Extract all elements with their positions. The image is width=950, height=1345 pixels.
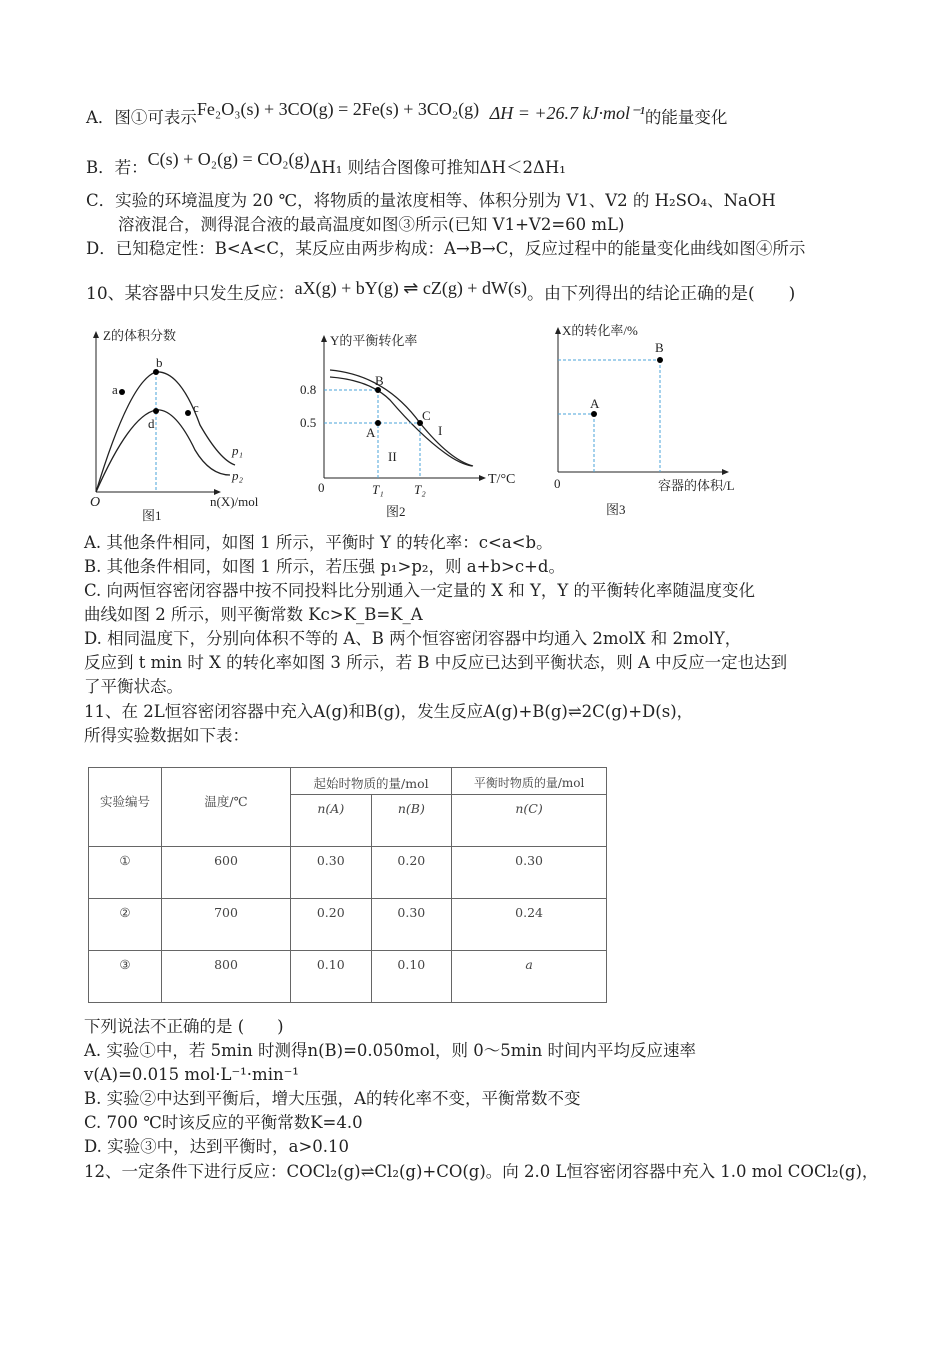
origin-label: 0 [554, 476, 561, 491]
table-row [89, 847, 607, 899]
point-label: a [112, 382, 118, 397]
table-cell: 0.10 [291, 951, 372, 1003]
curve-label: I [438, 423, 443, 438]
q11-option-c: C. 700 ℃时该反应的平衡常数K=4.0 [84, 1113, 363, 1132]
q11-option-d: D. 实验③中，达到平衡时，a>0.10 [84, 1137, 350, 1156]
text: B．若： [86, 158, 148, 177]
text: 。由下列得出的结论正确的是( ) [526, 284, 796, 304]
table-cell: 600 [162, 847, 291, 899]
q10-option-d-cont: 反应到 t min 时 X 的转化率如图 3 所示，若 B 中反应已达到平衡状态，则 A 中反应一定也达到 [84, 653, 788, 672]
x-axis-label: 容器的体积/L [658, 478, 735, 493]
table-cell: 0.30 [291, 847, 372, 899]
q10-option-a: A. 其他条件相同，如图 1 所示，平衡时 Y 的转化率：c<a<b。 [84, 533, 553, 552]
origin-label: 0 [318, 480, 325, 495]
q10-option-c-cont: 曲线如图 2 所示，则平衡常数 Kc>K_B=K_A [84, 605, 423, 624]
q9-option-a [86, 99, 728, 129]
q9-option-b [86, 149, 566, 179]
q10-stem [86, 278, 796, 305]
q11-option-a-cont: v(A)=0.015 mol·L⁻¹·min⁻¹ [84, 1065, 299, 1084]
q11-option-b: B. 实验②中达到平衡后，增大压强，A的转化率不变，平衡常数不变 [84, 1089, 581, 1108]
q10-option-c: C. 向两恒容密闭容器中按不同投料比分别通入一定量的 X 和 Y，Y 的平衡转化率随温度变化 [84, 581, 756, 600]
caption: 图1 [142, 508, 162, 523]
table-cell: 800 [162, 951, 291, 1003]
table-cell: ① [89, 847, 162, 899]
equation: C(s) + O₂(g) = CO₂(g) [147, 149, 310, 169]
curve-label: p₂ [232, 468, 244, 483]
table-cell: 0.20 [291, 899, 372, 951]
q9-option-c: C．实验的环境温度为 20 ℃，将物质的量浓度相等、体积分别为 V1、V2 的 H₂SO₄、NaOH [86, 191, 776, 210]
table-row [89, 951, 607, 1003]
curve-label: p₁ [232, 443, 244, 458]
text: 10、某容器中只发生反应： [86, 284, 295, 304]
header-id: 实验编号 [89, 768, 162, 847]
table-cell: a [452, 951, 607, 1003]
figure-3 [554, 323, 735, 517]
point-label: A [366, 425, 376, 440]
point-label: A [590, 396, 600, 411]
text: A．图①可表示 [86, 108, 197, 127]
x-axis-label: n(X)/mol [210, 494, 259, 509]
point-label: c [193, 400, 199, 415]
q11-stem-cont: 所得实验数据如下表： [84, 726, 249, 745]
equation: aX(g) + bY(g) ⇌ cZ(g) + dW(s) [294, 278, 527, 298]
figure-1 [90, 328, 259, 523]
y-tick: 0.5 [300, 415, 317, 430]
table-cell: 0.20 [371, 847, 452, 899]
table-cell: 0.30 [371, 899, 452, 951]
x-tick: T₂ [414, 482, 426, 497]
origin-label: O [90, 495, 101, 510]
table-row [89, 899, 607, 951]
q10-option-d: D. 相同温度下，分别向体积不等的 A、B 两个恒容密闭容器中均通入 2molX 和 2molY， [84, 629, 742, 648]
x-axis-label: T/°C [488, 472, 516, 487]
table-cell: 0.10 [371, 951, 452, 1003]
point-label: B [655, 340, 664, 355]
text: ΔH₁ 则结合图像可推知ΔH＜2ΔH₁ [309, 158, 566, 177]
q11-option-a: A. 实验①中，若 5min 时测得n(B)=0.050mol，则 0～5min 时间内平均反应速率 [84, 1041, 697, 1060]
point-label: b [156, 355, 163, 370]
q9-option-c-cont: 溶液混合，测得混合液的最高温度如图③所示(已知 V1+V2=60 mL) [118, 215, 625, 234]
equation: Fe₂O₃(s) + 3CO(g) = 2Fe(s) + 3CO₂(g) [196, 99, 480, 119]
table-cell: 0.30 [452, 847, 607, 899]
figures [80, 320, 760, 530]
q11-ask: 下列说法不正确的是 ( ) [84, 1017, 284, 1036]
y-axis-label: Z的体积分数 [103, 328, 176, 343]
point-label: B [375, 373, 384, 388]
q11-stem: 11、在 2L恒容密闭容器中充入A(g)和B(g)，发生反应A(g)+B(g)⇌2C(g)+D(s)， [84, 702, 694, 721]
x-tick: T₁ [372, 482, 384, 497]
table-cell: 700 [162, 899, 291, 951]
curve-label: II [388, 449, 397, 464]
point-label: d [148, 416, 155, 431]
caption: 图3 [606, 502, 626, 517]
q10-option-b: B. 其他条件相同，如图 1 所示，若压强 p₁>p₂，则 a+b>c+d。 [84, 557, 565, 576]
table-cell: ② [89, 899, 162, 951]
enthalpy: ΔH = +26.7 kJ·mol⁻¹ [489, 103, 645, 123]
table-cell: 0.24 [452, 899, 607, 951]
q9-option-d: D．已知稳定性：B<A<C，某反应由两步构成：A→B→C，反应过程中的能量变化曲线如图④所示 [86, 239, 806, 258]
y-axis-label: X的转化率/% [562, 323, 638, 338]
q10-option-d-cont: 了平衡状态。 [84, 677, 183, 696]
text: 的能量变化 [644, 108, 728, 127]
y-tick: 0.8 [300, 382, 317, 397]
header-eq: 平衡时物质的量/mol [452, 768, 607, 795]
q12-stem: 12、一定条件下进行反应：COCl₂(g)⇌Cl₂(g)+CO(g)。向 2.0 L恒容密闭容器中充入 1.0 mol COCl₂(g)， [84, 1162, 879, 1181]
header-start: 起始时物质的量/mol [291, 768, 452, 795]
figure-2 [300, 333, 515, 519]
header-na: n(A) [291, 795, 372, 847]
point-label: C [422, 408, 431, 423]
caption: 图2 [386, 504, 406, 519]
header-nc: n(C) [452, 795, 607, 847]
table-cell: ③ [89, 951, 162, 1003]
experiment-table [88, 767, 607, 1003]
y-axis-label: Y的平衡转化率 [330, 333, 418, 348]
header-nb: n(B) [371, 795, 452, 847]
header-temp: 温度/℃ [162, 768, 291, 847]
